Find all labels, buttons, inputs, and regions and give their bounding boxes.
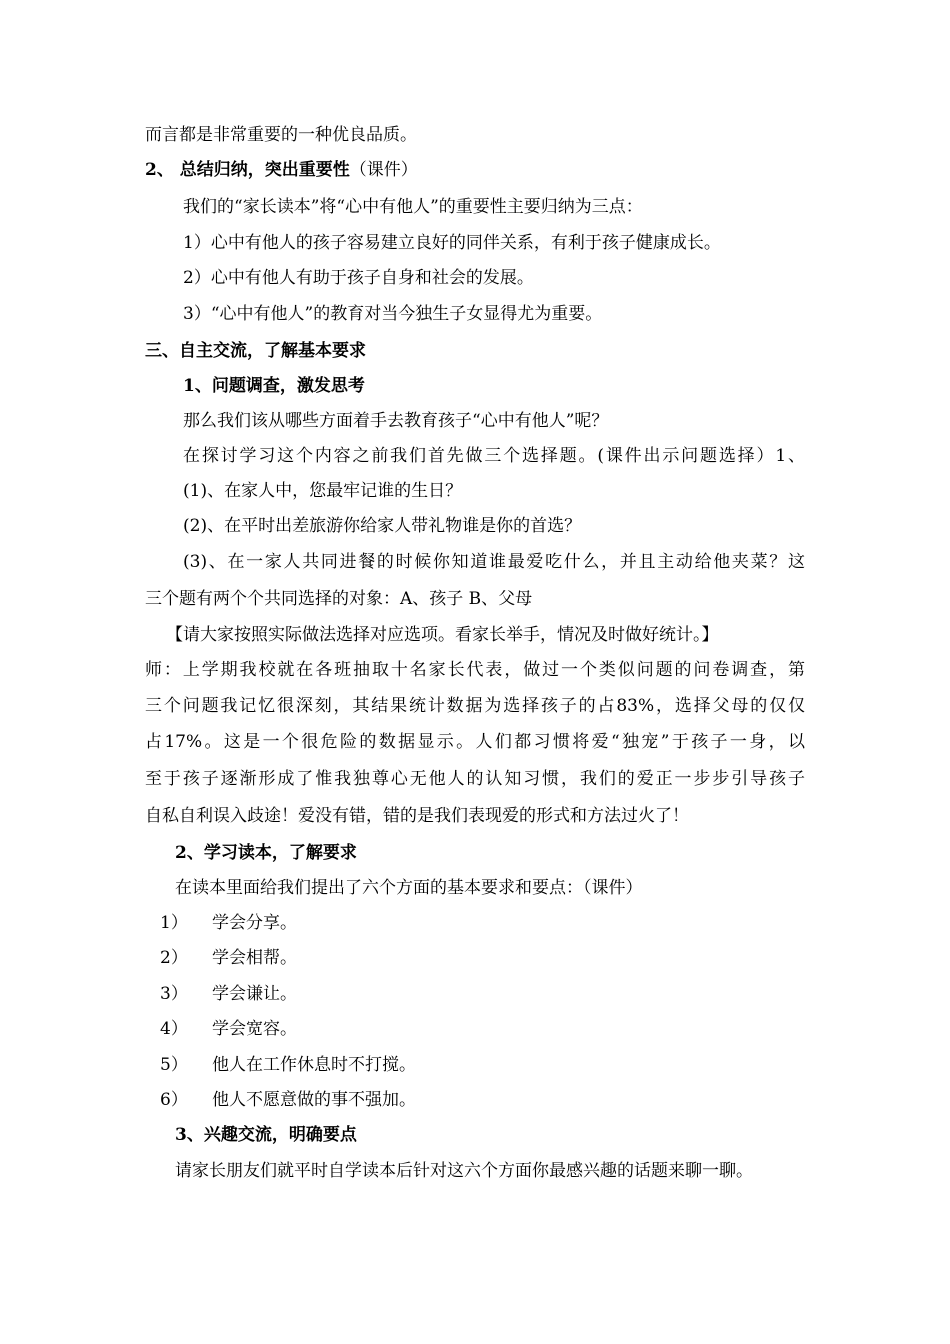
requirement-number: 1） — [160, 913, 188, 933]
heading-text: 2、 总结归纳，突出重要性 — [145, 160, 350, 180]
section-heading: 三、自主交流，了解基本要求 — [145, 341, 366, 361]
requirement-text: 他人不愿意做的事不强加。 — [212, 1090, 416, 1110]
list-item: 1）心中有他人的孩子容易建立良好的同伴关系，有利于孩子健康成长。 — [183, 233, 721, 253]
question-item: (3)、在一家人共同进餐的时候你知道谁最爱吃什么，并且主动给他夹菜？这 — [183, 552, 805, 572]
requirement-item — [160, 947, 297, 969]
requirement-item — [160, 1089, 416, 1111]
paragraph-line: 请家长朋友们就平时自学读本后针对这六个方面你最感兴趣的话题来聊一聊。 — [175, 1161, 753, 1181]
paragraph-line: 至于孩子逐渐形成了惟我独尊心无他人的认知习惯，我们的爱正一步步引导孩子 — [145, 769, 805, 789]
requirement-text: 学会宽容。 — [212, 1019, 297, 1039]
requirement-number: 4） — [160, 1019, 188, 1039]
subsection-heading: 2、学习读本，了解要求 — [175, 843, 357, 863]
paragraph-line: 在读本里面给我们提出了六个方面的基本要求和要点：（课件） — [175, 878, 643, 898]
heading-note: （课件） — [349, 160, 418, 180]
question-item: (2)、在平时出差旅游你给家人带礼物谁是你的首选？ — [183, 516, 582, 536]
section-heading — [145, 159, 418, 181]
subsection-heading: 3、兴趣交流，明确要点 — [175, 1125, 357, 1145]
paragraph-line: 那么我们该从哪些方面着手去教育孩子“心中有他人”呢？ — [183, 411, 609, 431]
requirement-item — [160, 1018, 297, 1040]
requirement-item — [160, 983, 297, 1005]
paragraph-line: 我们的“家长读本”将“心中有他人”的重要性主要归纳为三点： — [183, 197, 643, 217]
requirement-text: 学会相帮。 — [212, 948, 297, 968]
paragraph-line: 在探讨学习这个内容之前我们首先做三个选择题。(课件出示问题选择）1、 — [183, 446, 805, 466]
paragraph-line: 三个题有两个个共同选择的对象：A、孩子 B、父母 — [145, 589, 533, 609]
requirement-text: 学会分享。 — [212, 913, 297, 933]
requirement-number: 2） — [160, 948, 188, 968]
paragraph-line: 自私自利误入歧途！爱没有错，错的是我们表现爱的形式和方法过火了！ — [145, 806, 689, 826]
question-item: (1)、在家人中，您最牢记谁的生日？ — [183, 481, 463, 501]
paragraph-line: 占17%。这是一个很危险的数据显示。人们都习惯将爱“独宠”于孩子一身，以 — [145, 732, 805, 752]
requirement-number: 6） — [160, 1090, 188, 1110]
paragraph-line: 三个问题我记忆很深刻，其结果统计数据为选择孩子的占83%，选择父母的仅仅 — [145, 696, 805, 716]
paragraph-line: 师：上学期我校就在各班抽取十名家长代表，做过一个类似问题的问卷调查，第 — [145, 660, 805, 680]
requirement-item — [160, 1054, 416, 1076]
requirement-number: 3） — [160, 984, 188, 1004]
list-item: 3）“心中有他人”的教育对当今独生子女显得尤为重要。 — [183, 304, 603, 324]
requirement-item — [160, 912, 297, 934]
requirement-number: 5） — [160, 1055, 188, 1075]
requirement-text: 学会谦让。 — [212, 984, 297, 1004]
paragraph-line: 而言都是非常重要的一种优良品质。 — [145, 125, 417, 145]
list-item: 2）心中有他人有助于孩子自身和社会的发展。 — [183, 268, 534, 288]
requirement-text: 他人在工作休息时不打搅。 — [212, 1055, 416, 1075]
subsection-heading: 1、问题调查，激发思考 — [183, 376, 365, 396]
paragraph-line: 【请大家按照实际做法选择对应选项。看家长举手，情况及时做好统计。】 — [166, 625, 719, 645]
